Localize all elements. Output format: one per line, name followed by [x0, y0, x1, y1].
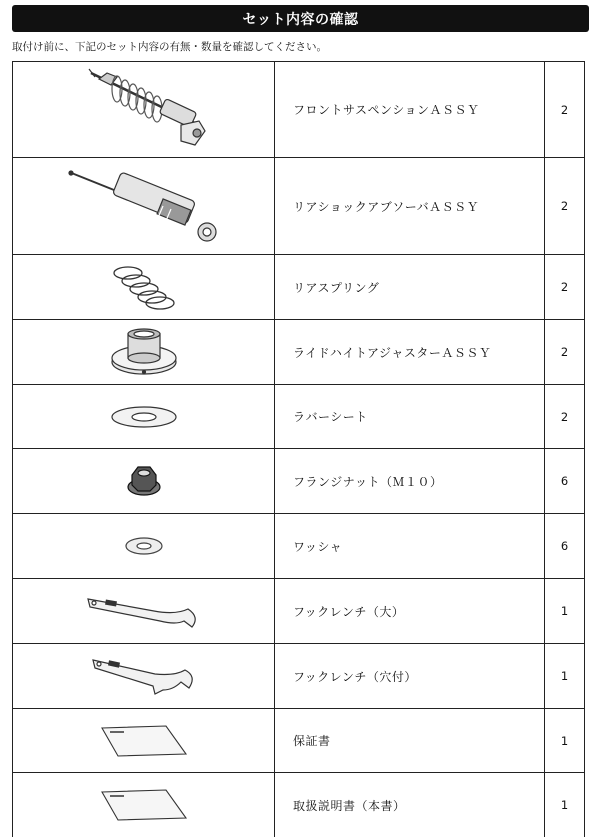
table-row — [13, 773, 585, 837]
item-name: フロントサスペンションＡＳＳＹ — [275, 62, 545, 158]
table-row — [13, 320, 585, 385]
item-name: ライドハイトアジャスターＡＳＳＹ — [275, 320, 545, 385]
item-qty: 1 — [545, 644, 585, 709]
item-name: フックレンチ（大） — [275, 579, 545, 644]
item-name: ラバーシート — [275, 385, 545, 449]
washer-icon — [13, 534, 274, 558]
table-row — [13, 255, 585, 320]
item-qty: 2 — [545, 385, 585, 449]
table-row — [13, 385, 585, 449]
instruction-manual-icon — [13, 786, 274, 824]
flange-nut-icon — [13, 463, 274, 499]
item-name: 取扱説明書（本書） — [275, 773, 545, 837]
table-row — [13, 579, 585, 644]
item-qty: 1 — [545, 709, 585, 773]
item-qty: 2 — [545, 255, 585, 320]
rubber-seat-icon — [13, 402, 274, 432]
item-qty: 6 — [545, 514, 585, 579]
item-name: 保証書 — [275, 709, 545, 773]
item-name: リアショックアブソーバＡＳＳＹ — [275, 158, 545, 255]
parts-table — [12, 61, 585, 837]
warranty-card-icon — [13, 722, 274, 760]
item-qty: 1 — [545, 773, 585, 837]
table-row — [13, 514, 585, 579]
table-row — [13, 158, 585, 255]
item-qty: 1 — [545, 579, 585, 644]
table-row — [13, 644, 585, 709]
item-name: ワッシャ — [275, 514, 545, 579]
rear-shock-absorber-icon — [13, 164, 274, 249]
item-qty: 2 — [545, 62, 585, 158]
item-qty: 6 — [545, 449, 585, 514]
hook-wrench-large-icon — [13, 591, 274, 631]
item-name: フランジナット（Ｍ１０） — [275, 449, 545, 514]
table-row — [13, 449, 585, 514]
item-name: フックレンチ（穴付） — [275, 644, 545, 709]
table-row — [13, 62, 585, 158]
hook-wrench-pin-icon — [13, 654, 274, 698]
item-qty: 2 — [545, 158, 585, 255]
front-suspension-assy-icon — [13, 65, 274, 155]
page-title: セット内容の確認 — [242, 11, 359, 28]
item-qty: 2 — [545, 320, 585, 385]
page-title-bar — [12, 5, 589, 32]
ride-height-adjuster-icon — [13, 324, 274, 380]
item-name: リアスプリング — [275, 255, 545, 320]
table-row — [13, 709, 585, 773]
rear-spring-icon — [13, 261, 274, 313]
intro-text: 取付け前に、下記のセット内容の有無・数量を確認してください。 — [12, 41, 327, 53]
